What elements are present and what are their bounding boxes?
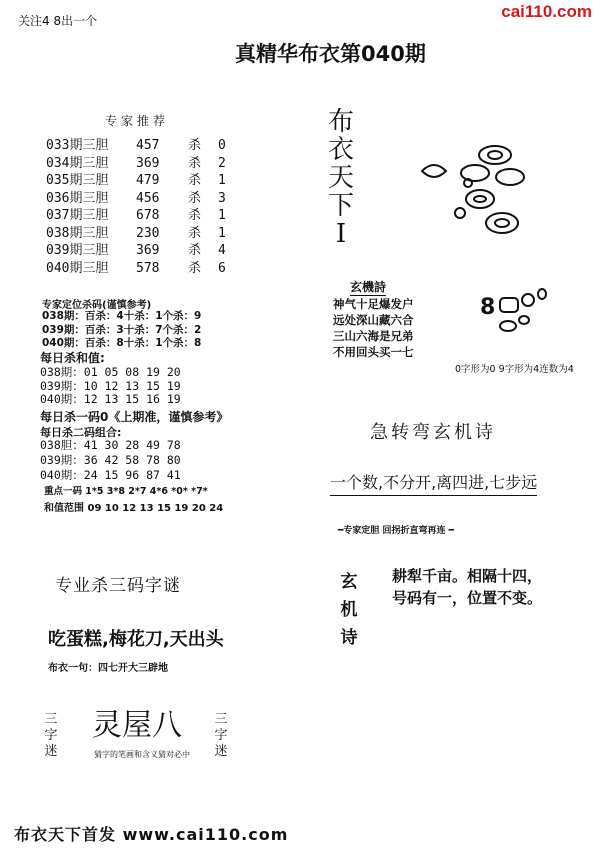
digits-illustration (478, 286, 558, 346)
recommend-kill: 3 (218, 190, 226, 206)
poem-lines (392, 565, 542, 609)
recommend-nums: 479 (136, 173, 160, 188)
position-kill-row: 039期：百杀：3十杀：7个杀：2 (42, 323, 202, 336)
recommend-period: 038期三胆 (46, 225, 109, 241)
footer-note: 布衣天下首发 www.cai110.com (14, 825, 289, 844)
expert-recommend-title: 专家推荐 (105, 114, 170, 128)
two-code-title: 每日杀二码组合: (40, 426, 122, 439)
buyi-sentence: 布衣一句：四七开大三辟地 (48, 663, 168, 674)
recommend-kill: 1 (218, 173, 226, 188)
recommend-nums: 369 (136, 243, 160, 258)
two-code-row: 039期：36 42 58 78 80 (40, 453, 181, 467)
recommend-kill: 1 (218, 208, 226, 223)
digit-eight: 8 (480, 295, 496, 320)
three-char-riddle-left: 三字迷 (44, 712, 58, 759)
key-code-line: 重点一码 1*5 3*8 2*7 4*6 *0* *7* (44, 486, 208, 497)
two-code-row: 038胆：41 30 28 49 78 (40, 438, 181, 452)
recommend-row (46, 225, 226, 243)
two-code-row: 040期：24 15 96 87 41 (40, 468, 181, 482)
position-kill-row: 038期：百杀：4十杀：1个杀：9 (42, 310, 202, 322)
poem-box-line: 远处深山藏六合 (333, 313, 414, 327)
poem-box-line: 三山六海是兄弟 (333, 329, 414, 343)
poem-line: 耕犁千亩。相隔十四， (392, 567, 543, 585)
recommend-row (46, 190, 226, 208)
recommend-period: 033期三胆 (46, 138, 109, 153)
expert-recommend-list (46, 137, 226, 277)
daily-kill-sum-row: 040期：12 13 15 16 19 (40, 392, 181, 406)
digit-note: 0字形为0 9字形为4连数为4 (455, 364, 574, 375)
recommend-kill-label: 杀 (188, 155, 202, 171)
recommend-period: 040期三胆 (46, 260, 109, 276)
recommend-nums: 230 (136, 225, 160, 241)
daily-kill-sum-title: 每日杀和值: (40, 351, 105, 365)
recommend-row (46, 260, 226, 278)
recommend-nums: 578 (136, 260, 160, 276)
recommend-period: 036期三胆 (46, 190, 109, 206)
daily-kill-sum-row: 038期：01 05 08 19 20 (40, 365, 181, 379)
riddle-poem-title: 急转弯玄机诗 (370, 422, 496, 443)
recommend-kill-label: 杀 (188, 208, 202, 223)
poem-line: 号码有一，位置不变。 (392, 589, 543, 607)
poem-box-line: 不用回头买一七 (333, 345, 414, 359)
recommend-kill: 1 (218, 225, 226, 241)
recommend-row (46, 137, 226, 155)
coins-illustration (420, 143, 530, 243)
daily-one-code: 每日杀一码0《上期准，谨慎参考》 (40, 410, 229, 424)
recommend-row (46, 172, 226, 190)
recommend-kill-label: 杀 (188, 173, 202, 188)
three-char-riddle-right: 三字迷 (214, 712, 228, 759)
position-kill-list (42, 310, 201, 351)
recommend-period: 035期三胆 (46, 173, 109, 188)
poem-box-line: 神气十足爆发户 (333, 297, 414, 311)
recommend-nums: 369 (136, 155, 160, 171)
recommend-kill-label: 杀 (188, 243, 202, 258)
recommend-nums: 457 (136, 138, 160, 153)
recommend-period: 034期三胆 (46, 155, 109, 171)
daily-kill-sum-row: 039期：10 12 13 15 19 (40, 378, 181, 393)
recommend-kill: 2 (218, 155, 226, 171)
site-logo[interactable]: cai110.com (501, 2, 592, 21)
calligraphy-riddle: 灵屋八 (92, 708, 182, 743)
poem-box (333, 296, 414, 360)
three-code-riddle-title: 专业杀三码字谜 (55, 576, 181, 596)
position-kill-title: 专家定位杀码(谨慎参考) (42, 300, 152, 311)
recommend-kill-label: 杀 (188, 138, 202, 153)
recommend-period: 037期三胆 (46, 208, 109, 223)
recommend-kill: 0 (218, 138, 226, 153)
recommend-nums: 456 (136, 190, 160, 206)
page-title: 真精华布衣第040期 (235, 42, 426, 66)
recommend-kill-label: 杀 (188, 190, 202, 206)
recommend-kill: 4 (218, 243, 226, 258)
riddle-line: 一个数,不分开,离四进,七步远 (330, 470, 537, 496)
two-code-list (40, 438, 181, 483)
sum-range-line: 和值范围 09 10 12 13 15 19 20 24 (44, 503, 224, 514)
vertical-title-buyi: 布衣天下I (327, 107, 354, 249)
recommend-row (46, 155, 226, 173)
recommend-kill-label: 杀 (188, 260, 202, 276)
riddle-hint: 猜字的笔画和含义猜对必中 (94, 750, 190, 759)
position-kill-row: 040期：百杀：8十杀：1个杀：8 (42, 337, 202, 349)
recommend-row (46, 207, 226, 225)
riddle-answer: 吃蛋糕,梅花刀,天出头 (48, 629, 224, 650)
recommend-row (46, 242, 226, 260)
header-note: 关注4 8出一个 (18, 14, 98, 28)
recommend-nums: 678 (136, 208, 160, 223)
expert-dan-line: ━专家定胆 回拐折直弯再连 ━ (338, 526, 455, 536)
recommend-kill-label: 杀 (188, 225, 202, 241)
recommend-kill: 6 (218, 260, 226, 276)
vertical-title-poem: 玄机诗 (340, 572, 358, 648)
daily-kill-sum-list (40, 366, 181, 407)
poem-box-title: 玄機詩 (350, 280, 387, 294)
recommend-period: 039期三胆 (46, 243, 109, 258)
